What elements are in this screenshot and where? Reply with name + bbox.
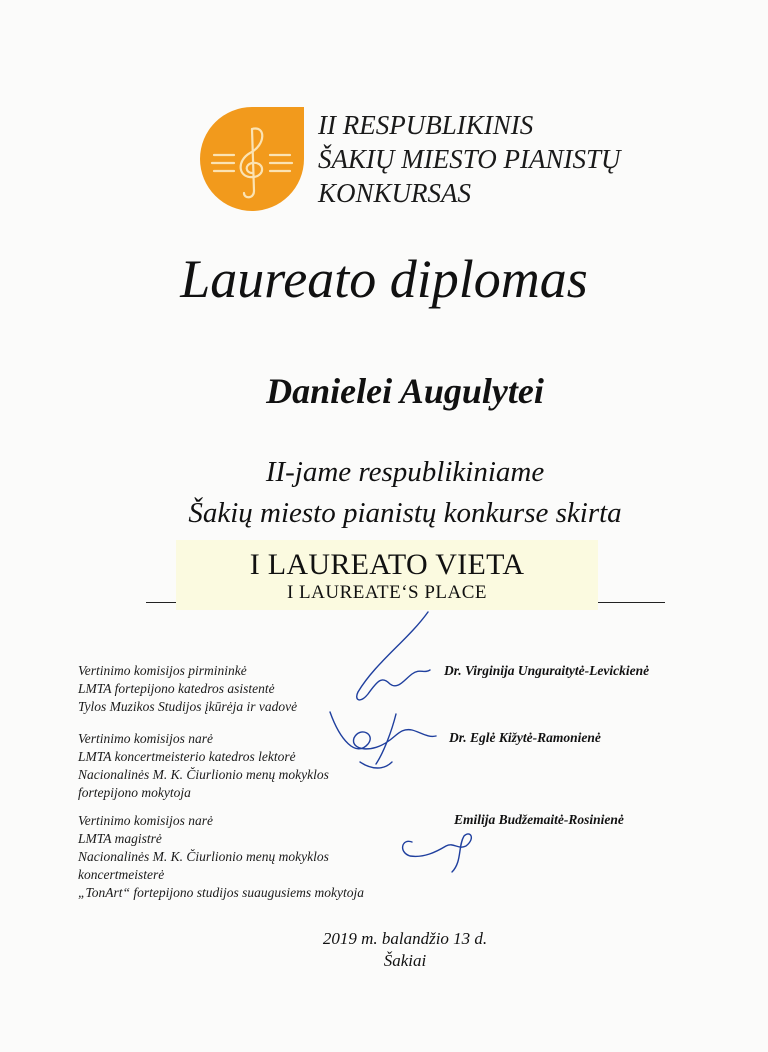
place-main-text: I LAUREATO VIETA [249, 548, 525, 581]
jury-2-role-line: Nacionalinės M. K. Čiurlionio menų mokyklos [78, 767, 329, 782]
jury-3-role-line: koncertmeisterė [78, 867, 165, 882]
contest-title-line-3: KONKURSAS [318, 178, 472, 208]
issue-date: 2019 m. balandžio 13 d. [322, 929, 488, 948]
issue-date-block [0, 928, 768, 972]
jury-3-role-line: Vertinimo komisijos narė [78, 813, 213, 828]
jury-2-role-line: LMTA koncertmeisterio katedros lektorė [78, 749, 296, 764]
issue-place: Šakiai [383, 951, 427, 970]
jury-member-3-name: Emilija Budžemaitė-Rosinienė [454, 812, 624, 827]
jury-1-role-line: Vertinimo komisijos pirmininkė [78, 663, 247, 678]
signature-2 [330, 712, 436, 768]
jury-1-role-line: LMTA fortepijono katedros asistentė [78, 681, 275, 696]
signature-3 [403, 834, 472, 872]
jury-member-2-role [78, 730, 329, 802]
underline-right [598, 602, 665, 603]
jury-2-role-line: fortepijono mokytoja [78, 785, 191, 800]
diploma-title: Laureato diplomas [180, 249, 588, 309]
award-text-line-2: Šakių miesto pianistų konkurse skirta [188, 497, 622, 529]
jury-1-role-line: Tylos Muzikos Studijos įkūrėja ir vadovė [78, 699, 298, 714]
contest-title [318, 108, 620, 210]
contest-title-line-1: II RESPUBLIKINIS [318, 110, 534, 140]
jury-member-2-name: Dr. Eglė Kižytė-Ramonienė [449, 730, 601, 745]
award-text-line-1: II-jame respublikiniame [265, 456, 545, 488]
place-sub-text: I LAUREATE‘S PLACE [286, 582, 488, 603]
award-text [0, 452, 768, 534]
jury-3-role-line: „TonArt“ fortepijono studijos suaugusiems mokytoja [78, 885, 365, 900]
place-label-sticker [176, 540, 598, 610]
treble-clef-logo-icon [200, 107, 304, 211]
signature-1 [357, 612, 430, 700]
jury-member-1-name: Dr. Virginija Unguraitytė-Levickienė [444, 663, 650, 678]
jury-3-role-line: Nacionalinės M. K. Čiurlionio menų mokyklos [78, 849, 329, 864]
jury-3-role-line: LMTA magistrė [78, 831, 162, 846]
jury-2-role-line: Vertinimo komisijos narė [78, 731, 213, 746]
recipient-name: Danielei Augulytei [266, 371, 544, 411]
underline-left [146, 602, 176, 603]
jury-member-1-role [78, 662, 297, 716]
contest-title-line-2: ŠAKIŲ MIESTO PIANISTŲ [318, 144, 621, 174]
jury-member-3-role [78, 812, 364, 902]
